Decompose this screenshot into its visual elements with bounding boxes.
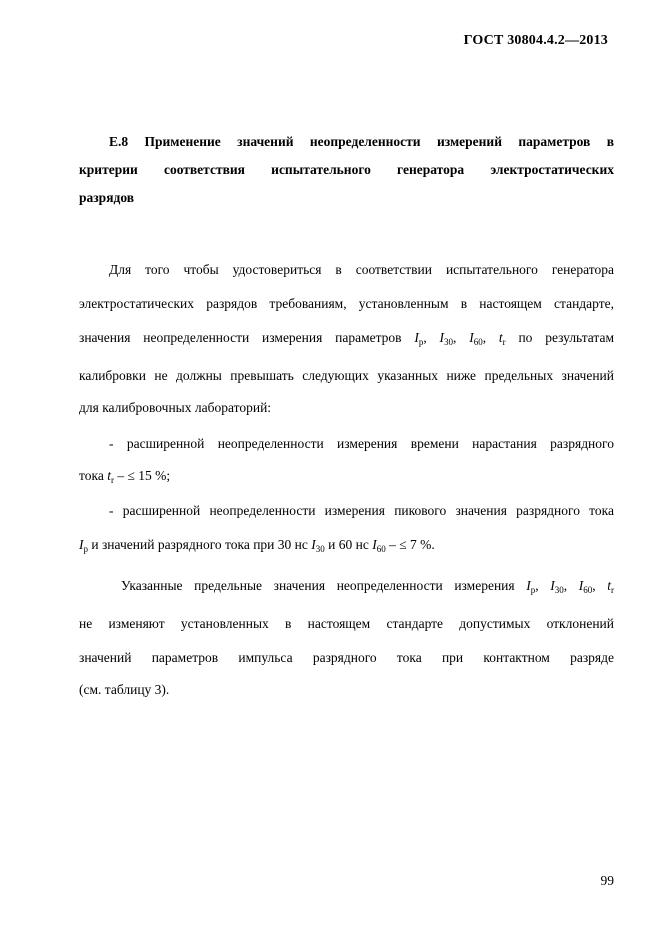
paragraph-1-line-3-suffix: по результатам	[518, 330, 615, 345]
paragraph-1-line-5: для калибровочных лабораторий:	[79, 400, 272, 415]
bullet-2-line-1: - расширенной неопределенности измерения пикового значения разрядного тока	[109, 503, 614, 518]
paragraph-1-line-4: калибровки не должны превышать следующих указанных ниже предельных значений	[79, 368, 614, 383]
symbol-i60: $I_{60}$	[578, 578, 593, 595]
symbol-ip: $I_p$	[79, 537, 88, 554]
symbol-i60: $I_{60}$	[469, 330, 483, 347]
symbol-i30: $I_{30}$	[439, 330, 454, 347]
bullet-2	[79, 503, 614, 569]
symbol-i30: $I_{30}$	[311, 537, 325, 554]
paragraph-1-line-1: Для того чтобы удостовериться в соответствии испытательного генератора	[109, 262, 614, 277]
paragraph-1-line-3-prefix: значения неопределенности измерения параметров	[79, 330, 402, 345]
symbol-tr: $t_r$	[498, 330, 506, 347]
bullet-1-line-1: - расширенной неопределенности измерения времени нарастания разрядного	[109, 436, 614, 451]
paragraph-2-line-2: не изменяют установленных в настоящем стандарте допустимых отклонений	[79, 616, 614, 631]
paragraph-1-line-2: электростатических разрядов требованиям, установленным в настоящем стандарте,	[79, 296, 614, 311]
bullet-1-line-2: тока $t_r$ – ≤ 15 %;	[79, 468, 171, 485]
section-title-line-1: Е.8 Применение значений неопределенности измерений параметров в	[109, 134, 614, 149]
bullet-1	[79, 436, 614, 498]
symbol-tr: $t_r$	[107, 468, 114, 485]
page-number: 99	[600, 873, 614, 888]
paragraph-2-line-1: Указанные предельные значения неопределенности измерения $I_p$, $I_{30}$, $I_{60}$, $t_r$	[121, 578, 615, 595]
section-title-line-3: разрядов	[79, 190, 135, 205]
symbol-tr: $t_r$	[607, 578, 615, 595]
symbol-ip: $I_p$	[414, 330, 424, 347]
symbol-ip: $I_p$	[526, 578, 536, 595]
paragraph-1-line-3: значения неопределенности измерения параметров $I_p$, $I_{30}$, $I_{60}$, $t_r$ по результатам	[79, 330, 615, 347]
section-title	[79, 128, 614, 212]
paragraph-2-line-4: (см. таблицу 3).	[79, 682, 170, 697]
symbol-i60: $I_{60}$	[372, 537, 386, 554]
paragraph-1	[79, 262, 614, 426]
bullet-2-line-2: $I_p$ и значений разрядного тока при 30 нс $I_{30}$ и 60 нс $I_{60}$ – ≤ 7 %.	[79, 537, 435, 554]
section-title-line-2: критерии соответствия испытательного генератора электростатических	[79, 162, 614, 177]
symbol-i30: $I_{30}$	[550, 578, 564, 595]
paragraph-2-line-3: значений параметров импульса разрядного тока при контактном разряде	[79, 650, 614, 665]
paragraph-2	[79, 578, 614, 708]
document-code-header: ГОСТ 30804.4.2—2013	[463, 33, 608, 48]
